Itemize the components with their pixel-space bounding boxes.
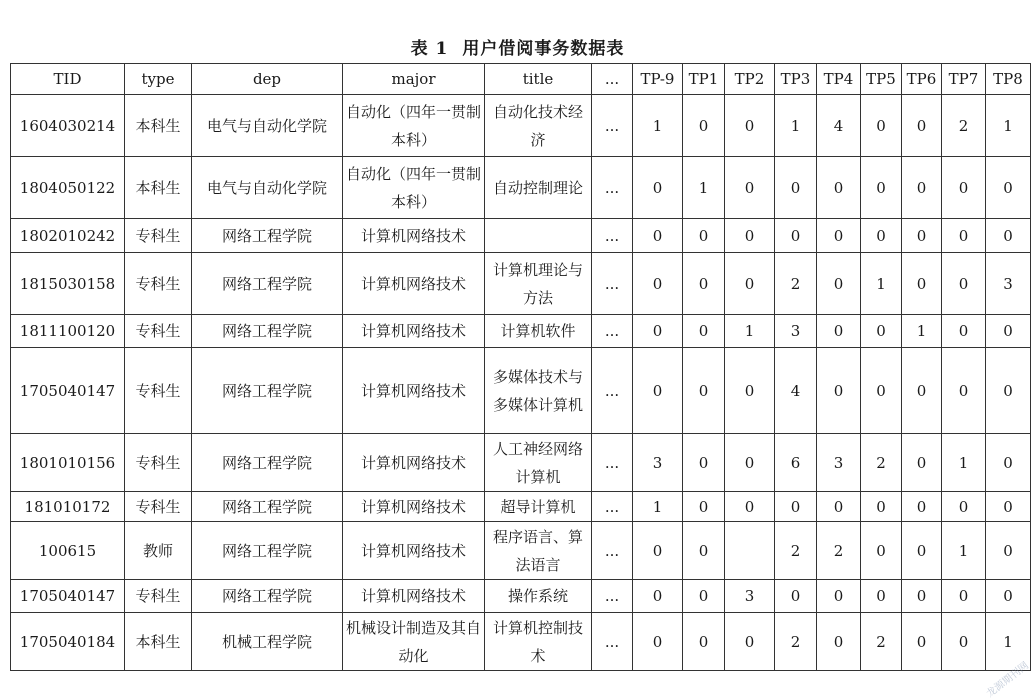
table-cell: 自动化技术经济 [485, 95, 592, 157]
table-cell: 0 [986, 580, 1031, 613]
table-cell: 0 [902, 95, 942, 157]
table-cell: 0 [817, 219, 861, 253]
column-header: TP8 [986, 64, 1031, 95]
table-cell: 0 [986, 157, 1031, 219]
table-cell: 0 [902, 434, 942, 492]
table-cell: 计算机网络技术 [343, 253, 485, 315]
table-cell: 0 [861, 157, 902, 219]
table-cell: 4 [775, 348, 817, 434]
table-cell: 计算机网络技术 [343, 315, 485, 348]
table-cell: 3 [775, 315, 817, 348]
table-cell: 0 [942, 219, 986, 253]
table-row [11, 157, 1031, 219]
table-cell: ... [592, 613, 633, 671]
table-cell: 1 [942, 522, 986, 580]
table-cell: 1 [986, 613, 1031, 671]
table-cell: ... [592, 434, 633, 492]
table-cell: 0 [817, 315, 861, 348]
table-cell: 网络工程学院 [192, 348, 343, 434]
table-row [11, 522, 1031, 580]
table-cell: 0 [683, 315, 725, 348]
table-cell: 0 [817, 348, 861, 434]
table-cell: 0 [725, 434, 775, 492]
column-header: TP6 [902, 64, 942, 95]
table-cell: 1 [902, 315, 942, 348]
table-cell: 2 [775, 613, 817, 671]
table-cell: 2 [817, 522, 861, 580]
table-cell: 6 [775, 434, 817, 492]
table-cell: ... [592, 219, 633, 253]
table-cell: 1 [775, 95, 817, 157]
table-cell: ... [592, 253, 633, 315]
table-cell: 0 [942, 348, 986, 434]
watermark: 龙源期刊网 [984, 660, 1031, 700]
table-row [11, 253, 1031, 315]
table-row [11, 219, 1031, 253]
table-cell: 机械设计制造及其自动化 [343, 613, 485, 671]
header-row [11, 64, 1031, 95]
table-cell: 0 [683, 219, 725, 253]
table-cell: 0 [902, 580, 942, 613]
table-cell: 3 [817, 434, 861, 492]
table-row [11, 434, 1031, 492]
table-cell: 程序语言、算法语言 [485, 522, 592, 580]
table-cell: 0 [725, 95, 775, 157]
table-cell: 0 [817, 580, 861, 613]
table-cell: 1 [633, 492, 683, 522]
table-cell: 0 [942, 613, 986, 671]
table-cell: 0 [861, 219, 902, 253]
table-cell: 0 [986, 434, 1031, 492]
table-cell: 0 [902, 522, 942, 580]
table-cell: 0 [817, 613, 861, 671]
table-cell: 0 [902, 157, 942, 219]
column-header: TP-9 [633, 64, 683, 95]
table-number: 表 1 [410, 39, 449, 59]
table-cell: 0 [683, 434, 725, 492]
table-cell: 专科生 [125, 580, 192, 613]
table-cell: 专科生 [125, 253, 192, 315]
table-cell [725, 522, 775, 580]
table-cell: 自动控制理论 [485, 157, 592, 219]
table-cell: 0 [633, 253, 683, 315]
table-cell: 网络工程学院 [192, 219, 343, 253]
table-cell: ... [592, 348, 633, 434]
table-cell: 电气与自动化学院 [192, 157, 343, 219]
table-row [11, 580, 1031, 613]
table-cell: 2 [861, 434, 902, 492]
table-cell: 1705040147 [11, 348, 125, 434]
table-cell: 0 [986, 219, 1031, 253]
table-cell: 计算机网络技术 [343, 492, 485, 522]
table-cell: 1705040147 [11, 580, 125, 613]
table-cell: 操作系统 [485, 580, 592, 613]
column-header: title [485, 64, 592, 95]
table-cell: 计算机网络技术 [343, 434, 485, 492]
table-cell: 0 [986, 492, 1031, 522]
table-cell: 专科生 [125, 219, 192, 253]
table-cell: 计算机软件 [485, 315, 592, 348]
table-cell: 0 [942, 492, 986, 522]
table-cell: 0 [902, 219, 942, 253]
table-cell: 0 [633, 522, 683, 580]
table-cell: 0 [725, 219, 775, 253]
table-cell: 2 [942, 95, 986, 157]
table-cell: 机械工程学院 [192, 613, 343, 671]
table-cell: 0 [902, 492, 942, 522]
table-cell: 2 [775, 253, 817, 315]
table-cell: 1801010156 [11, 434, 125, 492]
table-cell: 2 [861, 613, 902, 671]
table-cell: 0 [942, 157, 986, 219]
column-header: TP1 [683, 64, 725, 95]
table-cell: ... [592, 580, 633, 613]
table-cell: 0 [861, 492, 902, 522]
table-cell: 0 [725, 253, 775, 315]
table-row [11, 492, 1031, 522]
table-cell: 计算机网络技术 [343, 348, 485, 434]
table-cell: 网络工程学院 [192, 492, 343, 522]
table-cell: 0 [725, 157, 775, 219]
table-cell: 0 [683, 348, 725, 434]
table-row [11, 315, 1031, 348]
table-row [11, 613, 1031, 671]
table-cell: 0 [633, 219, 683, 253]
table-cell: 3 [986, 253, 1031, 315]
table-cell: 0 [942, 315, 986, 348]
table-cell: 0 [683, 95, 725, 157]
table-cell: 0 [861, 95, 902, 157]
table-cell: 多媒体技术与多媒体计算机 [485, 348, 592, 434]
table-cell: 0 [775, 219, 817, 253]
table-cell: 1815030158 [11, 253, 125, 315]
table-cell: 专科生 [125, 348, 192, 434]
table-cell: 自动化（四年一贯制本科） [343, 95, 485, 157]
table-cell: 专科生 [125, 492, 192, 522]
table-cell: 专科生 [125, 315, 192, 348]
table-cell: 0 [861, 522, 902, 580]
table-cell: 网络工程学院 [192, 434, 343, 492]
table-cell: 1604030214 [11, 95, 125, 157]
column-header: TP5 [861, 64, 902, 95]
table-cell: 教师 [125, 522, 192, 580]
table-cell: 0 [683, 613, 725, 671]
table-cell: 0 [633, 157, 683, 219]
table-cell: 0 [902, 253, 942, 315]
table-cell: 1 [725, 315, 775, 348]
table-cell: 0 [633, 315, 683, 348]
table-cell: 0 [775, 580, 817, 613]
table-cell: 0 [633, 613, 683, 671]
table-cell: 0 [725, 492, 775, 522]
table-cell: 1811100120 [11, 315, 125, 348]
column-header: major [343, 64, 485, 95]
table-cell: 计算机网络技术 [343, 219, 485, 253]
table-cell: ... [592, 157, 633, 219]
table-cell: 3 [633, 434, 683, 492]
table-row [11, 95, 1031, 157]
table-row [11, 348, 1031, 434]
table-cell: 1802010242 [11, 219, 125, 253]
table-cell: 1 [986, 95, 1031, 157]
table-cell: 网络工程学院 [192, 315, 343, 348]
table-cell: 计算机理论与方法 [485, 253, 592, 315]
table-cell: 自动化（四年一贯制本科） [343, 157, 485, 219]
table-cell: 1804050122 [11, 157, 125, 219]
table-cell: 0 [902, 348, 942, 434]
table-cell: 网络工程学院 [192, 253, 343, 315]
table-cell: 2 [775, 522, 817, 580]
table-cell: ... [592, 522, 633, 580]
table-cell: ... [592, 95, 633, 157]
table-cell: 0 [633, 580, 683, 613]
table-cell: 0 [683, 580, 725, 613]
table-cell: 1 [683, 157, 725, 219]
table-cell: ... [592, 492, 633, 522]
table-cell: 0 [817, 253, 861, 315]
table-cell: 0 [942, 253, 986, 315]
table-cell: 0 [861, 580, 902, 613]
table-cell: 超导计算机 [485, 492, 592, 522]
table-cell: 0 [817, 492, 861, 522]
table-cell: 本科生 [125, 95, 192, 157]
table-cell: 0 [725, 613, 775, 671]
table-cell: 181010172 [11, 492, 125, 522]
table-cell: 0 [986, 522, 1031, 580]
table-cell: 计算机网络技术 [343, 580, 485, 613]
table-cell: 3 [725, 580, 775, 613]
table-cell: 网络工程学院 [192, 522, 343, 580]
table-cell: 4 [817, 95, 861, 157]
table-cell: 1705040184 [11, 613, 125, 671]
table-body [11, 95, 1031, 671]
table-cell: 1 [861, 253, 902, 315]
table-cell: 电气与自动化学院 [192, 95, 343, 157]
table-cell: 计算机控制技术 [485, 613, 592, 671]
column-header: TP3 [775, 64, 817, 95]
table-cell: 0 [683, 253, 725, 315]
column-header: TP2 [725, 64, 775, 95]
table-cell: 0 [902, 613, 942, 671]
table-caption [0, 34, 1035, 59]
table-cell: 专科生 [125, 434, 192, 492]
column-header: TID [11, 64, 125, 95]
table-cell: 1 [633, 95, 683, 157]
table-cell: 本科生 [125, 613, 192, 671]
table-cell: 0 [633, 348, 683, 434]
column-header: TP7 [942, 64, 986, 95]
table-cell: 0 [817, 157, 861, 219]
table-cell: 人工神经网络计算机 [485, 434, 592, 492]
column-header: type [125, 64, 192, 95]
column-header: ... [592, 64, 633, 95]
column-header: dep [192, 64, 343, 95]
table-cell: 网络工程学院 [192, 580, 343, 613]
table-title: 用户借阅事务数据表 [462, 39, 625, 59]
column-header: TP4 [817, 64, 861, 95]
table-cell: 0 [986, 348, 1031, 434]
table-cell: 100615 [11, 522, 125, 580]
table-cell: 本科生 [125, 157, 192, 219]
table-cell: 0 [683, 492, 725, 522]
table-cell: 0 [683, 522, 725, 580]
table-cell: ... [592, 315, 633, 348]
table-cell: 计算机网络技术 [343, 522, 485, 580]
borrowing-data-table [10, 63, 1031, 671]
table-cell [485, 219, 592, 253]
table-cell: 0 [986, 315, 1031, 348]
table-cell: 0 [861, 348, 902, 434]
table-cell: 0 [775, 492, 817, 522]
table-cell: 0 [861, 315, 902, 348]
table-cell: 1 [942, 434, 986, 492]
table-cell: 0 [775, 157, 817, 219]
table-cell: 0 [942, 580, 986, 613]
table-cell: 0 [725, 348, 775, 434]
